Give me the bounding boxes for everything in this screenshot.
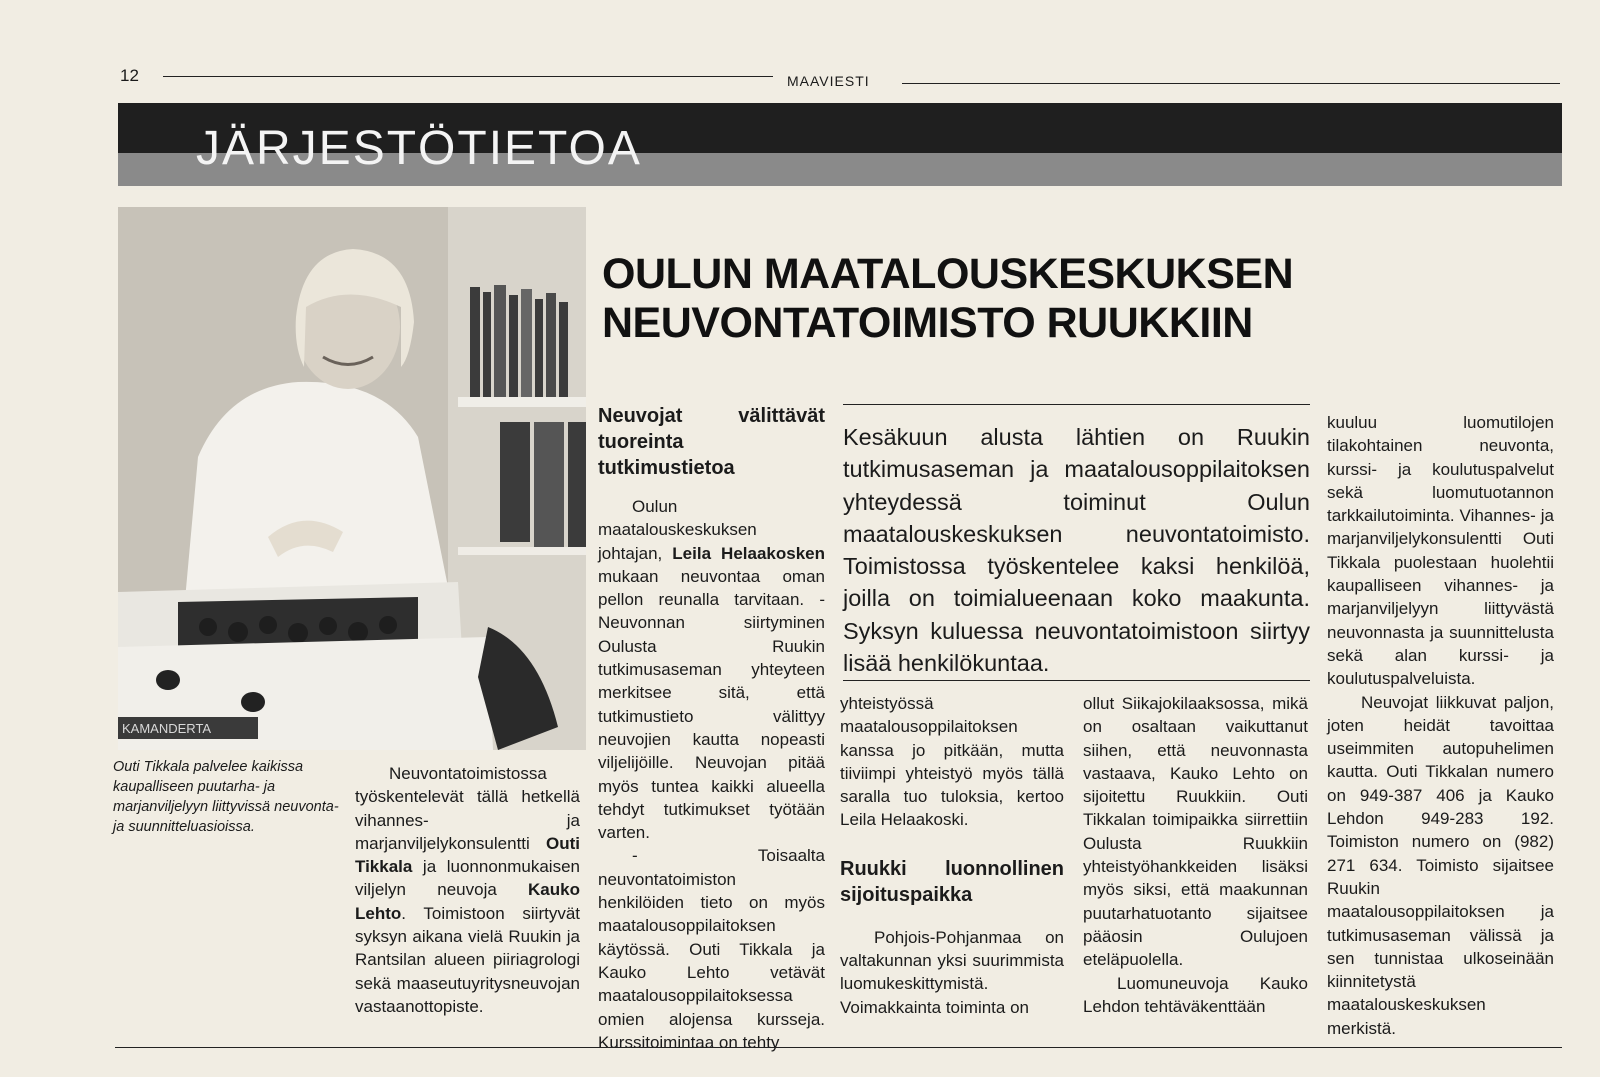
column-1-paragraph-1: Neuvontatoimistossa työskentelevät tällä hetkellä vihannes- ja marjanviljelykonsulentti Outi Tikkala ja luonnonmukaisen viljelyn neuvoja Kauko Lehto. Toimistoon siirtyvät syksyn aikana vielä Ruukin ja Rantsilan alueen piiriagrologi sekä maaseutuyritysneuvojan vastaanottopiste. (355, 764, 580, 1016)
column-4-paragraph-2: Luomuneuvoja Kauko Lehdon tehtäväkenttään (1083, 973, 1308, 1016)
page-bottom-rule (115, 1047, 1562, 1048)
section-title: JÄRJESTÖTIETOA (196, 122, 642, 175)
article-column-5 (1327, 411, 1554, 1040)
column-2-paragraph-1: Oulun maatalouskeskuksen johtajan, Leila Helaakosken mukaan neuvontaa oman pellon reunalla tarvitaan. - Neuvonnan siirtyminen Oulusta Ruukin tutkimusaseman yhteyteen merkitsee sitä, että tutkimustieto välittyy neuvojien kautta nopeasti viljelijöille. Neuvojan pitää myös tuntea kaikki alueella tehdyt tutkimukset työtään varten. (598, 497, 825, 843)
lead-top-rule (843, 404, 1310, 405)
lead-bottom-rule (843, 680, 1310, 681)
photo-illustration (118, 207, 586, 750)
headline-line-1: OULUN MAATALOUSKESKUKSEN (602, 250, 1294, 298)
subhead-neuvojat: Neuvojat välittävät tuoreinta tutkimustietoa (598, 405, 825, 479)
column-5-paragraph-2: Neuvojat liikkuvat paljon, joten heidät tavoittaa useimmiten autopuhelimen kautta. Outi Tikkalan numero on 949-387 406 ja Kauko Lehdon 949-283 192. Toimiston numero on (982) 271 634. Toimisto sijaitsee Ruukin maatalousoppilaitoksen ja tutkimusaseman välissä ja sen tunnistaa ulkoseinään kiinnitetystä maatalouskeskuksen merkistä. (1327, 692, 1554, 1038)
headline-line-2: NEUVONTATOIMISTO RUUKKIIN (602, 299, 1253, 347)
crate-label: KAMANDERTA (122, 721, 212, 736)
article-column-2 (598, 403, 825, 1054)
name-outi-tikkala: Outi Tikkala (355, 833, 580, 877)
page-number: 12 (120, 66, 139, 85)
subhead-ruukki: Ruukki luonnollinen sijoituspaikka (840, 857, 1064, 906)
section-band (118, 103, 1562, 186)
column-3-paragraph-2: Pohjois-Pohjanmaa on valtakunnan yksi suurimmista luomukeskittymistä. Voimakkainta toiminta on (840, 927, 1064, 1017)
column-3-paragraph-1: yhteistyössä maatalousoppilaitoksen kanssa jo pitkään, mutta tiiviimpi yhteistyö myös tällä saralla tuo tuloksia, kertoo Leila Helaakoski. (840, 694, 1064, 830)
article-column-4 (1083, 692, 1308, 1018)
column-4-paragraph-1: ollut Siikajokilaaksossa, mikä on osaltaan vaikuttanut siihen, että neuvonnasta vastaava, Kauko Lehto on sijoitettu Ruukkiin. Outi Tikkalan toimipaikka siirrettiin Oulusta Ruukkiin yhteistyöhankkeiden lisäksi myös siksi, että maakunnan puutarhatuotanto sijaitsee pääosin Oulujoen eteläpuolella. (1083, 694, 1308, 970)
article-column-1 (355, 762, 580, 1018)
column-5-paragraph-1: kuuluu luomutilojen tilakohtainen neuvonta, kurssi- ja koulutuspalvelut sekä luomutuotannon tarkkailutoiminta. Vihannes- ja marjanviljelykonsulentti Outi Tikkala puolestaan huolehtii kaupalliseen vihannes- ja marjanviljelyyn liittyvästä neuvonnasta ja suunnittelusta sekä alan kurssi- ja koulutuspalveluista. (1327, 413, 1554, 689)
photo-caption: Outi Tikkala palvelee kaikissa kaupalliseen puutarha- ja marjanviljelyyn liittyvissä neuvonta- ja suunnitteluasioissa. (113, 759, 339, 835)
column-2-paragraph-2: - Toisaalta neuvontatoimiston henkilöiden tieto on myös maatalousoppilaitoksen käytössä. Outi Tikkala ja Kauko Lehto vetävät maatalousoppilaitoksessa omien alojensa kursseja. Kurssitoimintaa on tehty (598, 846, 825, 1052)
header-rule-left (163, 76, 773, 77)
lead-paragraph: Kesäkuun alusta lähtien on Ruukin tutkimusaseman ja maatalousoppilaitoksen yhteydessä toiminut Oulun maatalouskeskuksen neuvontatoimisto. Toimistossa työskentelee kaksi henkilöä, joilla on toimialueenaan koko maakunta. Syksyn kuluessa neuvontatoimistoon siirtyy lisää henkilökuntaa. (843, 424, 1310, 677)
header-rule-right (902, 83, 1560, 84)
headline (602, 250, 1362, 348)
article-photo (118, 207, 586, 750)
name-kauko-lehto: Kauko Lehto (355, 880, 580, 923)
name-leila-helaakoski: Leila Helaakosken (672, 543, 825, 563)
publication-name: MAAVIESTI (787, 73, 870, 89)
article-column-3 (840, 692, 1064, 1019)
